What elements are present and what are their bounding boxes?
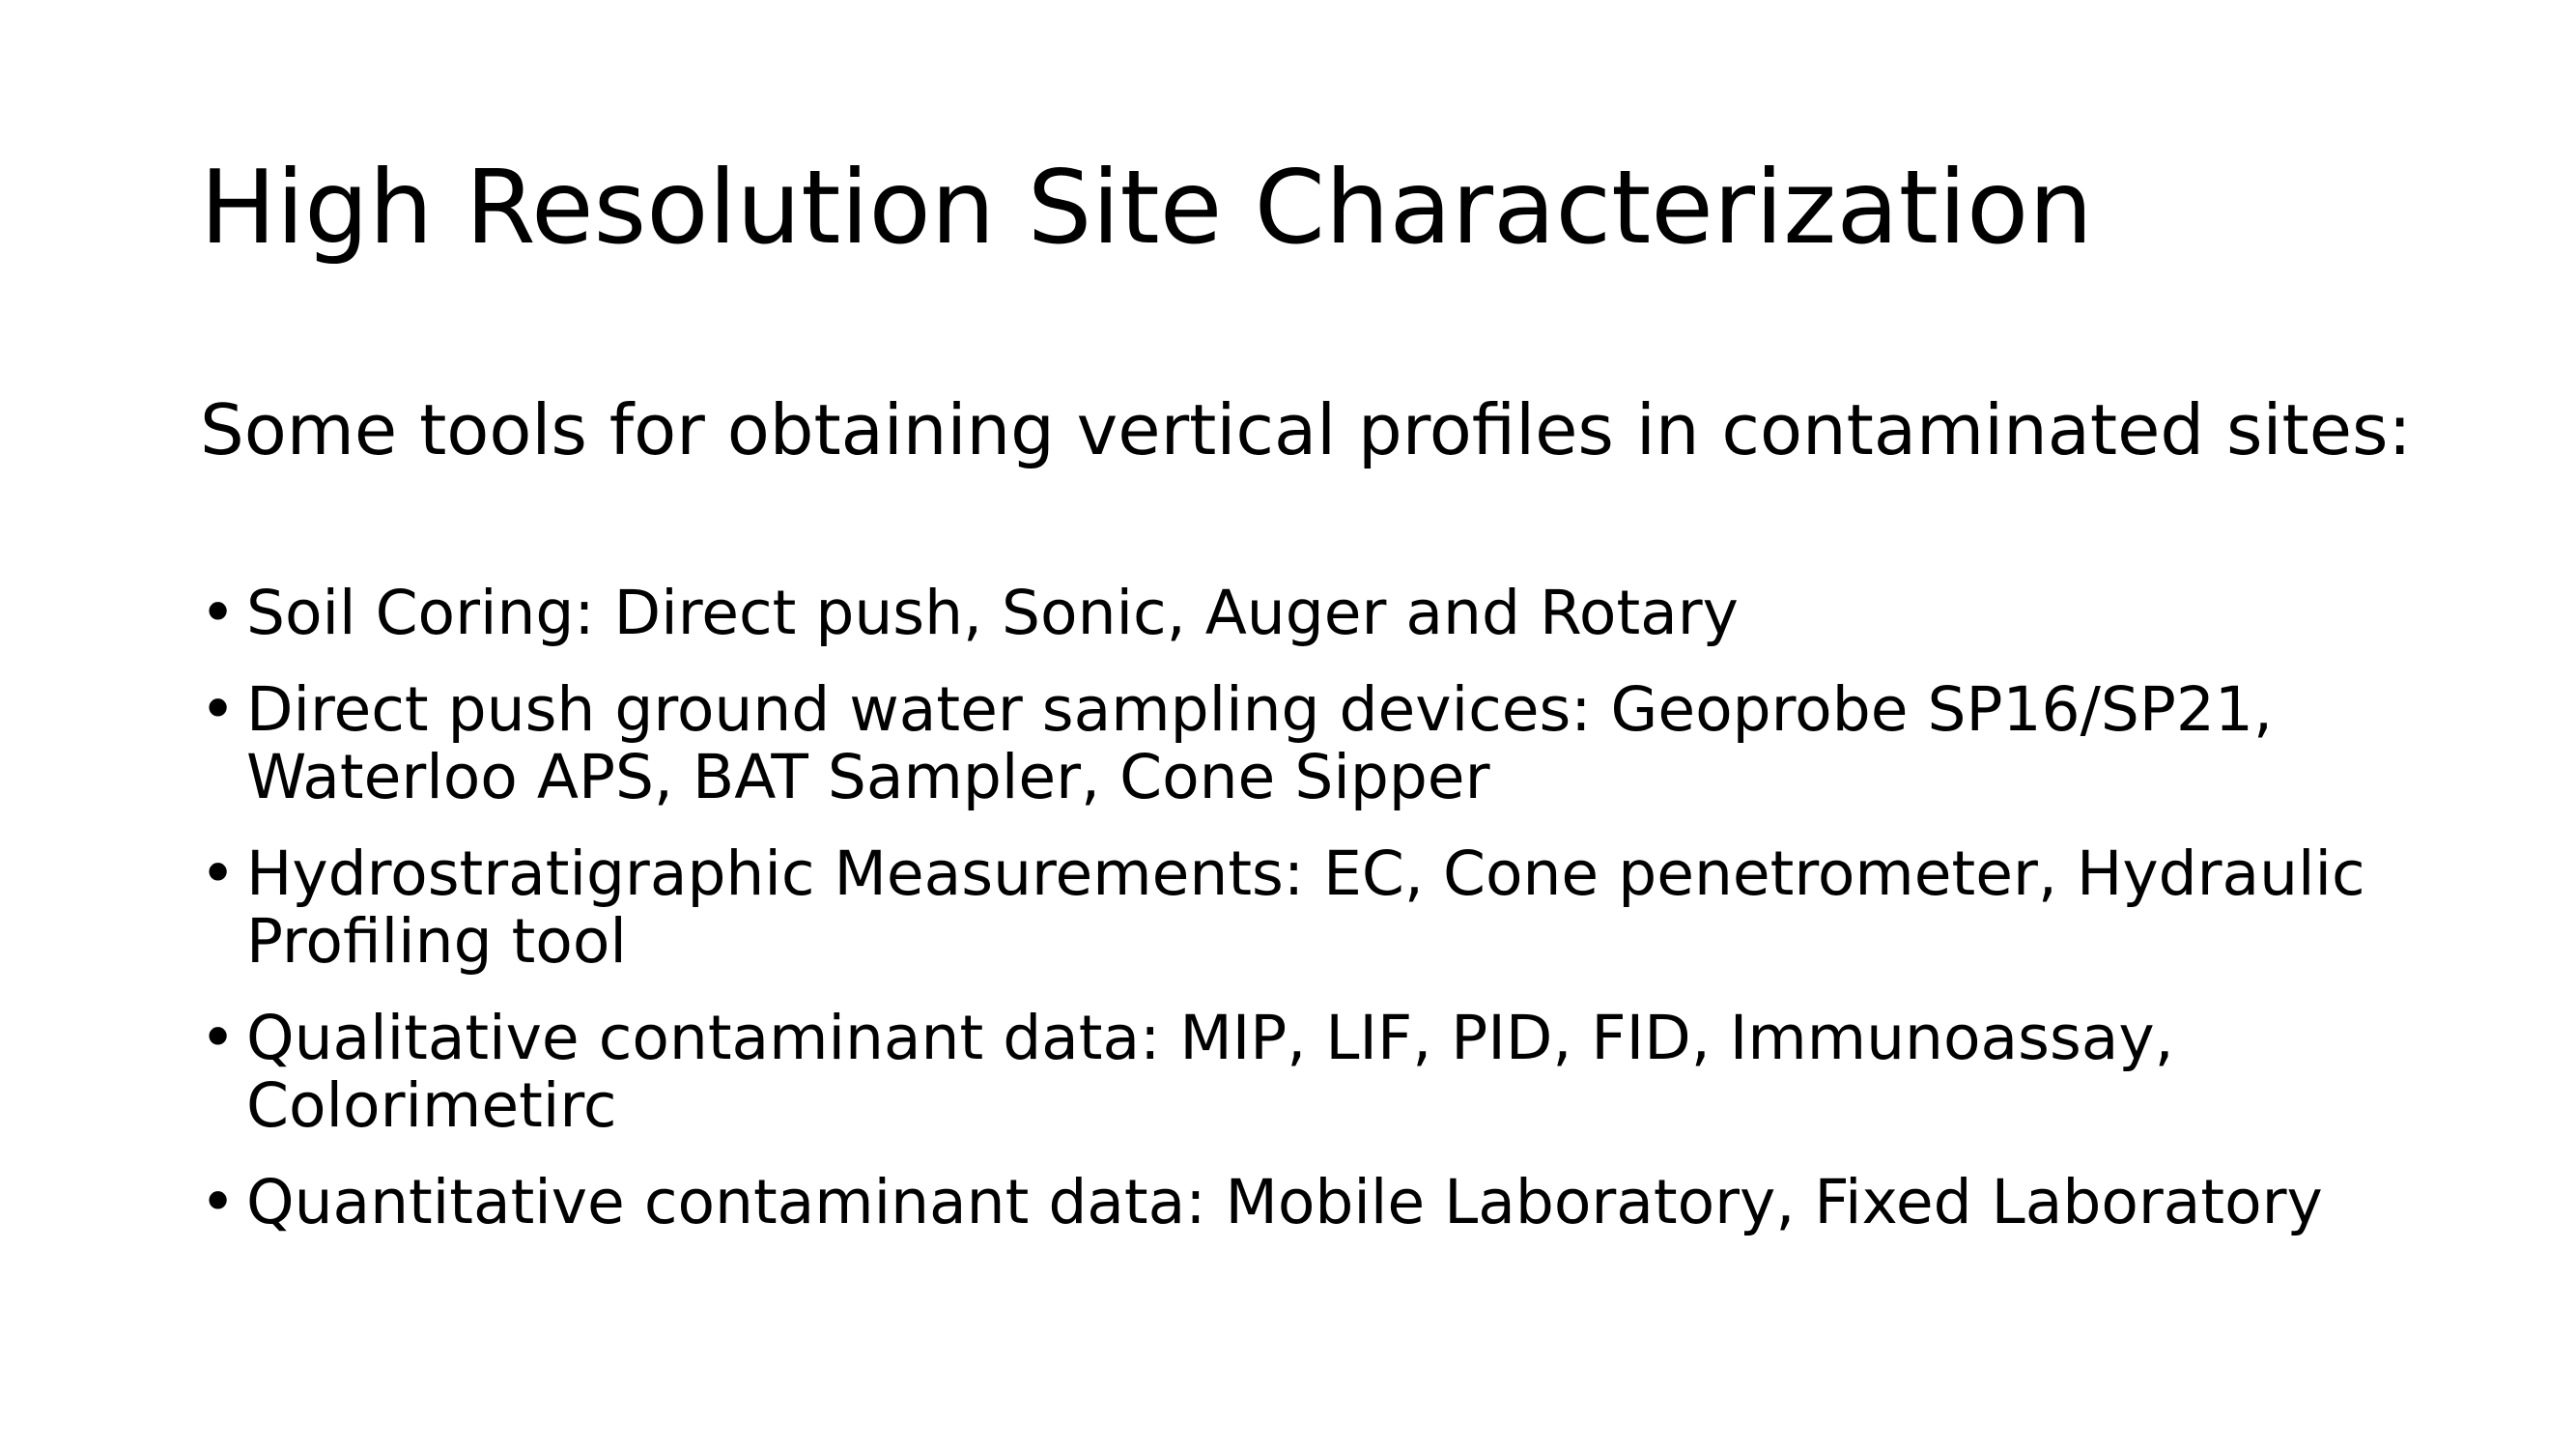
bullet-text: Hydrostratigraphic Measurements: EC, Cone penetrometer, Hydraulic Profiling tool (246, 838, 2365, 977)
bullet-icon: • (200, 1167, 237, 1237)
bullet-list (200, 580, 2479, 1265)
bullet-icon: • (200, 1003, 237, 1073)
bullet-text: Soil Coring: Direct push, Sonic, Auger and Rotary (246, 578, 1739, 648)
bullet-item-qualitative-data (200, 1005, 2479, 1140)
bullet-text: Qualitative contaminant data: MIP, LIF, PID, FID, Immunoassay, Colorimetirc (246, 1003, 2174, 1141)
bullet-item-quantitative-data (200, 1169, 2479, 1236)
slide-title: High Resolution Site Characterization (200, 149, 2093, 267)
bullet-item-direct-push-sampling (200, 676, 2479, 811)
bullet-item-soil-coring (200, 580, 2479, 647)
bullet-icon: • (200, 838, 237, 909)
bullet-icon: • (200, 674, 237, 745)
intro-text: Some tools for obtaining vertical profiles in contaminated sites: (200, 389, 2412, 470)
bullet-icon: • (200, 578, 237, 648)
bullet-item-hydrostratigraphic (200, 840, 2479, 976)
bullet-text: Quantitative contaminant data: Mobile Laboratory, Fixed Laboratory (246, 1167, 2323, 1237)
bullet-text: Direct push ground water sampling devices: Geoprobe SP16/SP21, Waterloo APS, BAT Sampler, Cone Sipper (246, 674, 2274, 812)
